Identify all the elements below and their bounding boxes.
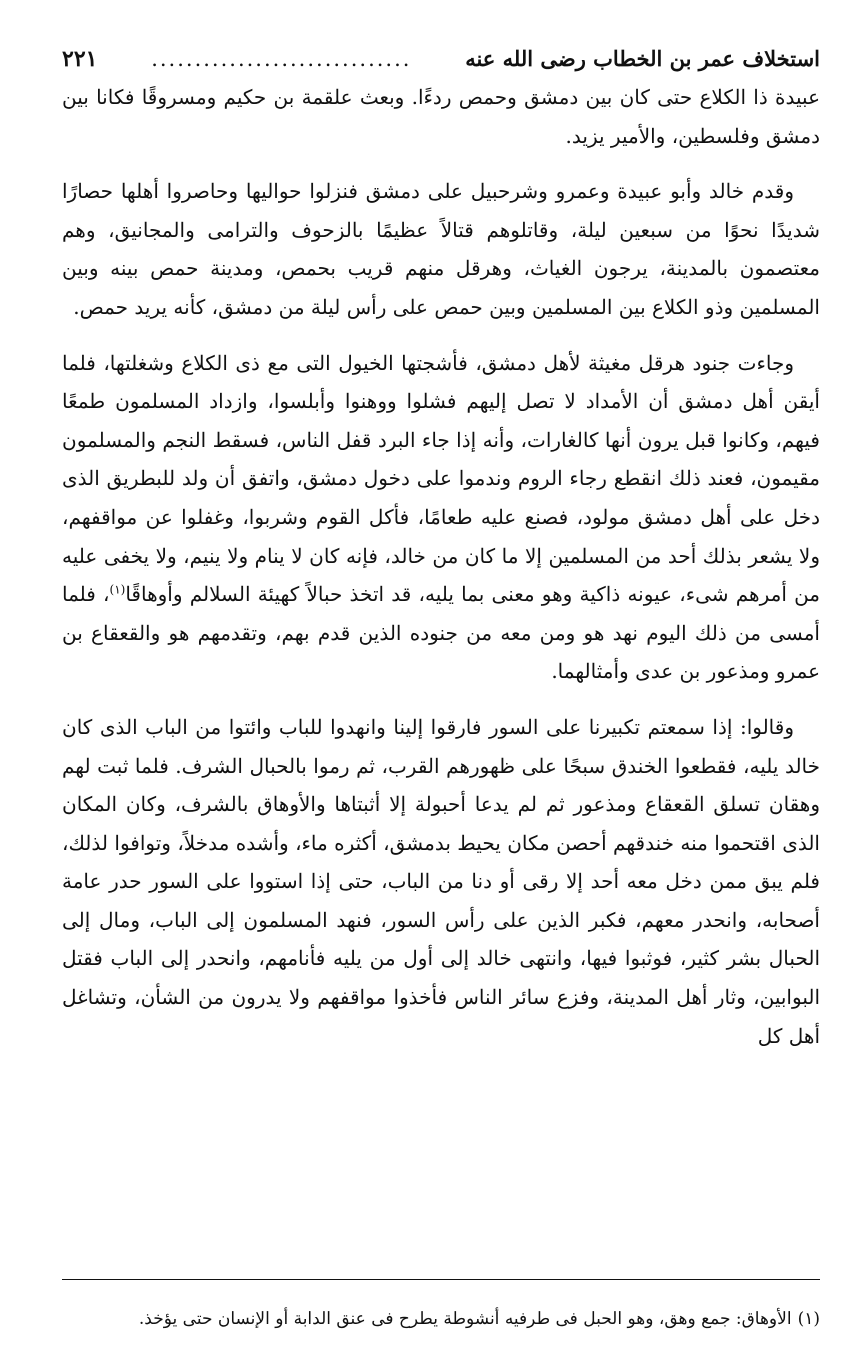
paragraph-2 bbox=[62, 172, 820, 326]
running-head bbox=[62, 30, 820, 74]
footnote-divider bbox=[62, 1279, 820, 1280]
paragraph-text: وجاءت جنود هرقل مغيثة لأهل دمشق، فأشجتها الخيول التى مع ذى الكلاع وشغلتها، فلما أيقن أهل دمشق أن الأمداد لا تصل إليهم فشلوا ووهنوا وأبلسوا، وازداد المسلمون طمعًا فيهم، وكانوا قبل يرون أنها كالغارات، وأنه إذا جاء البرد قفل الناس، فسقط النجم والمسلمون مقيمون، فعند ذلك انقطع رجاء الروم وندموا على دخول دمشق، واتفق أن ولد للبطريق الذى دخل على أهل دمشق مولود، فصنع عليه طعامًا، فأكل القوم وشربوا، وغفلوا عن مواقفهم، ولا يشعر بذلك أحد من المسلمين إلا ما كان من خالد، فإنه كان لا ينام ولا ينيم، ولا يخفى عليه من أمرهم شىء، عيونه ذاكية وهو معنى بما يليه، قد اتخذ حبالاً كهيئة السلالم وأوهاقًا bbox=[62, 350, 821, 607]
paragraph-spacer bbox=[62, 155, 820, 172]
running-head-title: استخلاف عمر بن الخطاب رضى الله عنه bbox=[465, 46, 820, 71]
paragraph-spacer bbox=[62, 691, 820, 708]
footnote-number: (١) bbox=[797, 1309, 820, 1329]
page-number: ٢٢١ bbox=[62, 46, 98, 72]
paragraph-1 bbox=[62, 78, 820, 155]
paragraph-text: ، فلما أمسى من ذلك اليوم نهد هو ومن معه من جنوده الذين قدم بهم، وتقدمهم هو والقعقاع بن عمرو ومذعور بن عدى وأمثالهما. bbox=[62, 582, 820, 684]
book-page bbox=[62, 30, 820, 1350]
paragraph-text: عبيدة ذا الكلاع حتى كان بين دمشق وحمص ردءًا. وبعث علقمة بن حكيم ومسروقًا فكانا بين دمشق وفلسطين، والأمير يزيد. bbox=[62, 85, 820, 148]
paragraph-text: وقدم خالد وأبو عبيدة وعمرو وشرحبيل على دمشق فنزلوا حواليها وحاصروا أهلها حصارًا شديدًا نحوًا من سبعين ليلة، وقاتلوهم قتالاً عظيمًا بالزحوف والترامى والمجانيق، وهم معتصمون بالمدينة، يرجون الغياث، وهرقل منهم قريب بحمص، ومدينة حمص بينه وبين المسلمين وذو الكلاع بين المسلمين وبين حمص على رأس ليلة من دمشق، كأنه يريد حمص. bbox=[62, 179, 820, 319]
paragraph-spacer bbox=[62, 327, 820, 344]
body-text bbox=[62, 78, 820, 1055]
footnote bbox=[62, 1302, 820, 1336]
footnote-text: الأوهاق: جمع وهق، وهو الحبل فى طرفيه أنشوطة يطرح فى عنق الدابة أو الإنسان حتى يؤخذ. bbox=[138, 1309, 792, 1329]
paragraph-text: وقالوا: إذا سمعتم تكبيرنا على السور فارقوا إلينا وانهدوا للباب وائتوا من الباب الذى كان خالد يليه، فقطعوا الخندق سبحًا على ظهورهم القرب، ثم رموا بالحبال الشرف. فلما ثبت لهم وهقان تسلق القعقاع ومذعور ثم لم يدعا أحبولة إلا أثبتاها والأوهاق بالشرف، وكان المكان الذى اقتحموا منه خندقهم أحصن مكان يحيط بدمشق، أكثره ماء، وأشده مدخلاً، وتوافوا لذلك، فلم يبق ممن دخل معه أحد إلا رقى أو دنا من الباب، حتى إذا استووا على السور حدر عامة أصحابه، وانحدر معهم، فكبر الذين على رأس السور، فنهد المسلمون إلى الباب، ومال إلى الحبال بشر كثير، فوثبوا فيها، وانتهى خالد إلى أول من يليه فأنامهم، وانحدر إلى الباب فقتل البوابين، وثار أهل المدينة، وفزع سائر الناس فأخذوا مواقفهم ولا يدرون من الشأن، وتشاغل أهل كل bbox=[62, 714, 820, 1048]
footnote-reference[interactable]: (١) bbox=[109, 582, 126, 597]
paragraph-4 bbox=[62, 708, 820, 1055]
paragraph-3 bbox=[62, 344, 820, 691]
running-head-leader-dots: .............................. bbox=[151, 47, 412, 71]
